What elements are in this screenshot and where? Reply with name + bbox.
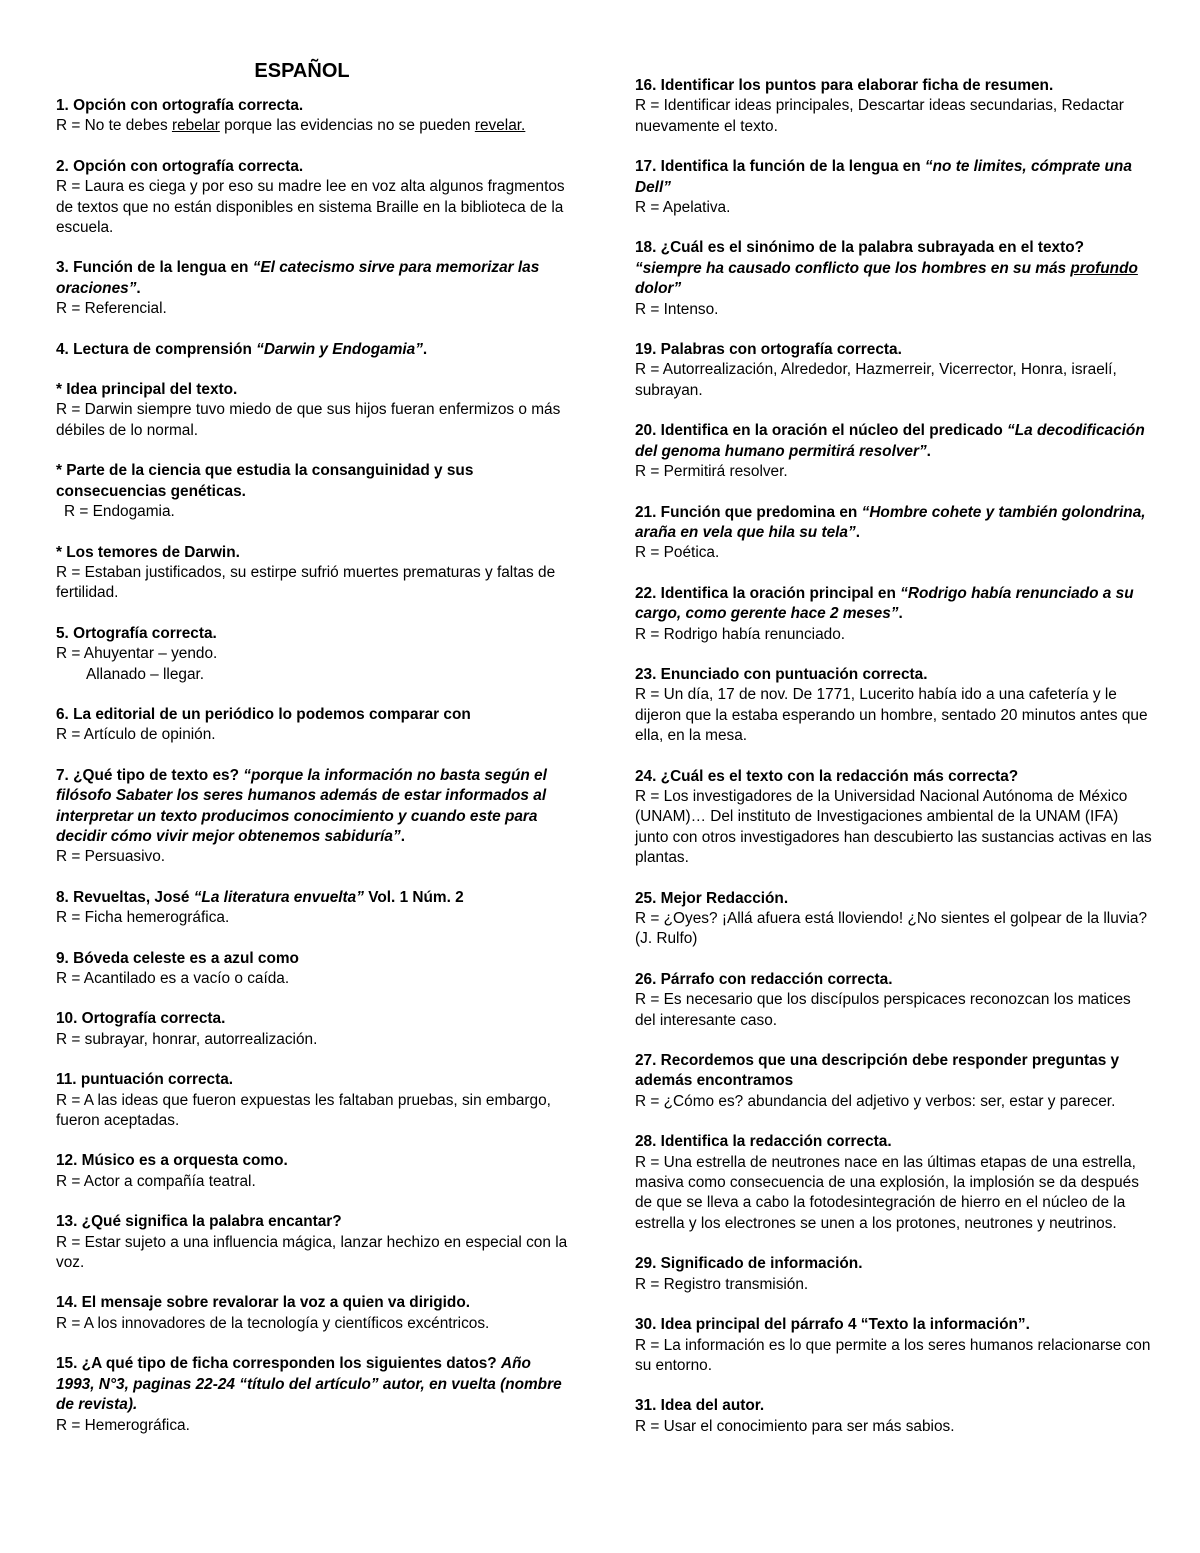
answer-text: R = ¿Cómo es? abundancia del adjetivo y verbos: ser, estar y parecer. xyxy=(635,1092,1116,1110)
question-text xyxy=(635,503,1155,544)
question-part: 4. Lectura de comprensión xyxy=(56,340,257,358)
question-text xyxy=(56,1354,568,1415)
question-24 xyxy=(635,767,1155,869)
question-2 xyxy=(56,157,568,239)
question-text xyxy=(635,157,1155,198)
quoted-text: “porque la información no basta según el filósofo Sabater los seres humanos además de estar informados al interpretar un texto producimos conocimiento y cuando este para decidir cómo vivir mejor obtenemos sabiduría” xyxy=(56,766,547,845)
underlined-word: revelar. xyxy=(474,117,526,135)
question-23 xyxy=(635,665,1155,747)
quoted-text: “Rodrigo había renunciado a su cargo, como gerente hace 2 meses” xyxy=(635,584,1134,623)
question-text: * Los temores de Darwin. xyxy=(56,543,240,561)
answer-text: R = Poética. xyxy=(635,544,720,562)
subquestion-1 xyxy=(56,380,568,441)
question-4 xyxy=(56,340,568,360)
question-text xyxy=(56,258,568,299)
answer-text: R = Autorrealización, Alrededor, Hazmerreir, Vicerrector, Honra, israelí, subrayan. xyxy=(635,361,1117,399)
question-18 xyxy=(635,238,1155,320)
left-column xyxy=(56,60,568,1456)
quoted-text: “El catecismo sirve para memorizar las oraciones” xyxy=(56,259,540,297)
question-text: 6. La editorial de un periódico lo podemos comparar con xyxy=(56,705,471,723)
answer-text: R = Apelativa. xyxy=(635,199,731,217)
question-part: 7. ¿Qué tipo de texto es? xyxy=(56,766,244,784)
quoted-text: “Hombre cohete y también golondrina, araña en vela que hila su tela” xyxy=(635,503,1146,541)
answer-text: Allanado – llegar. xyxy=(86,665,205,683)
question-text: 19. Palabras con ortografía correcta. xyxy=(635,341,902,359)
question-6 xyxy=(56,705,568,746)
answer-text: R = Intenso. xyxy=(635,300,719,318)
question-26 xyxy=(635,970,1155,1031)
answer-text: R = Permitirá resolver. xyxy=(635,463,788,481)
question-1 xyxy=(56,96,568,137)
answer-text: R = Estar sujeto a una influencia mágica, lanzar hechizo en especial con la voz. xyxy=(56,1233,568,1272)
question-part: . xyxy=(136,279,141,297)
answer-text: R = Artículo de opinión. xyxy=(56,726,216,744)
question-text xyxy=(56,766,568,848)
answer-text: R = Darwin siempre tuvo miedo de que sus hijos fueran enfermizos o más débiles de lo normal. xyxy=(56,401,561,439)
answer-text: R = subrayar, honrar, autorrealización. xyxy=(56,1030,318,1048)
answer-text: R = Los investigadores de la Universidad Nacional Autónoma de México (UNAM)… Del instituto de Investigaciones ambiental de la UNAM (IFA) junto con otros investigadores han descubierto las sustancias activas en las plantas. xyxy=(635,787,1152,867)
question-22 xyxy=(635,584,1155,645)
question-text: 25. Mejor Redacción. xyxy=(635,889,789,907)
question-part: . xyxy=(926,442,931,460)
question-17 xyxy=(635,157,1155,218)
question-12 xyxy=(56,1151,568,1192)
question-text: 23. Enunciado con puntuación correcta. xyxy=(635,665,928,683)
question-13 xyxy=(56,1212,568,1273)
subquestion-3 xyxy=(56,543,568,604)
question-10 xyxy=(56,1009,568,1050)
question-11 xyxy=(56,1070,568,1131)
question-text xyxy=(56,888,568,908)
answer-text: R = Endogamia. xyxy=(64,503,175,521)
quoted-text: Año 1993, N°3, paginas 22-24 “título del artículo” autor, en vuelta (nombre de revista). xyxy=(56,1355,562,1414)
question-part: 3. Función de la lengua en xyxy=(56,259,253,277)
answer-text: R = Un día, 17 de nov. De 1771, Lucerito había ido a una cafetería y le dijeron que la estaba esperando un hombre, sentado 20 minutos antes que ella, en la mesa. xyxy=(635,686,1148,745)
question-text: 9. Bóveda celeste es a azul como xyxy=(56,949,299,967)
question-part: . xyxy=(400,827,405,845)
question-text: 27. Recordemos que una descripción debe responder preguntas y además encontramos xyxy=(635,1052,1120,1090)
question-text xyxy=(635,584,1155,625)
answer-text: R = Una estrella de neutrones nace en las últimas etapas de una estrella, masiva como consecuencia de una explosión, la implosión se da después de que se lleva a cabo la fotodesintegración de hierro en el núcleo de la estrella y los electrones se unen a los protones, neutrones y neutrinos. xyxy=(635,1153,1139,1232)
quoted-text: “La decodificación del genoma humano permitirá resolver” xyxy=(635,422,1145,460)
answer-text: R = Referencial. xyxy=(56,300,167,318)
answer-text: R = Laura es ciega y por eso su madre lee en voz alta algunos fragmentos de textos que no están disponibles en sistema Braille en la biblioteca de la escuela. xyxy=(56,178,565,237)
question-text: * Idea principal del texto. xyxy=(56,381,238,399)
subquestion-2 xyxy=(56,461,568,522)
answer-text: R = Persuasivo. xyxy=(56,848,166,866)
question-part: . xyxy=(898,605,903,623)
question-text: 29. Significado de información. xyxy=(635,1255,863,1273)
answer-text: R = Registro transmisión. xyxy=(635,1275,809,1293)
answer-text xyxy=(56,116,568,136)
question-text: 14. El mensaje sobre revalorar la voz a quien va dirigido. xyxy=(56,1294,470,1312)
question-part: 22. Identifica la oración principal en xyxy=(635,584,901,602)
question-text: * Parte de la ciencia que estudia la consanguinidad y sus consecuencias genéticas. xyxy=(56,462,474,500)
question-3 xyxy=(56,258,568,319)
question-text: 1. Opción con ortografía correcta. xyxy=(56,97,304,114)
answer-part: porque las evidencias no se pueden xyxy=(219,117,475,135)
question-text: 5. Ortografía correcta. xyxy=(56,624,217,642)
underlined-word: profundo xyxy=(1070,259,1138,277)
page-title: ESPAÑOL xyxy=(254,60,350,82)
question-30 xyxy=(635,1315,1155,1376)
quoted-text: “La literatura envuelta” xyxy=(193,888,364,906)
question-part: . xyxy=(855,523,860,541)
answer-text: R = Usar el conocimiento para ser más sabios. xyxy=(635,1417,955,1435)
question-7 xyxy=(56,766,568,868)
answer-text: R = Acantilado es a vacío o caída. xyxy=(56,970,290,987)
question-5 xyxy=(56,624,568,685)
question-part: 20. Identifica en la oración el núcleo del predicado xyxy=(635,422,1008,440)
answer-text: R = Ficha hemerográfica. xyxy=(56,909,230,927)
answer-text: R = La información es lo que permite a los seres humanos relacionarse con su entorno. xyxy=(635,1336,1151,1374)
question-text: 11. puntuación correcta. xyxy=(56,1071,234,1089)
question-14 xyxy=(56,1293,568,1334)
answer-text: R = Estaban justificados, su estirpe sufrió muertes prematuras y faltas de fertilidad. xyxy=(56,563,556,602)
answer-part: R = No te debes xyxy=(56,117,172,135)
answer-text: R = A los innovadores de la tecnología y científicos excéntricos. xyxy=(56,1314,490,1332)
answer-text: R = Ahuyentar – yendo. xyxy=(56,645,218,663)
question-text: 2. Opción con ortografía correcta. xyxy=(56,157,304,175)
question-text: 30. Idea principal del párrafo 4 “Texto la información”. xyxy=(635,1316,1030,1334)
quoted-text: “no te limites, cómprate una Dell” xyxy=(635,158,1132,196)
question-20 xyxy=(635,421,1155,482)
answer-text: R = ¿Oyes? ¡Allá afuera está lloviendo! ¿No sientes el golpear de la lluvia? (J. Rulfo) xyxy=(635,910,1148,948)
answer-text: R = Es necesario que los discípulos perspicaces reconozcan los matices del interesante caso. xyxy=(635,991,1131,1029)
quoted-text: “Darwin y Endogamia” xyxy=(256,340,423,358)
underlined-word: rebelar xyxy=(171,117,220,135)
question-9 xyxy=(56,949,568,990)
question-text: 16. Identificar los puntos para elaborar ficha de resumen. xyxy=(635,77,1054,94)
question-part: 15. ¿A qué tipo de ficha corresponden los siguientes datos? xyxy=(56,1355,501,1373)
question-28 xyxy=(635,1132,1155,1234)
question-15 xyxy=(56,1354,568,1436)
question-text xyxy=(635,421,1155,462)
question-part: Vol. 1 Núm. 2 xyxy=(363,888,464,906)
answer-text: R = Hemerográfica. xyxy=(56,1416,190,1434)
question-text xyxy=(635,238,1155,299)
question-text: 10. Ortografía correcta. xyxy=(56,1010,226,1028)
answer-text: R = Identificar ideas principales, Descartar ideas secundarias, Redactar nuevamente el texto. xyxy=(635,97,1124,135)
question-19 xyxy=(635,340,1155,401)
question-8 xyxy=(56,888,568,929)
answer-text: R = Rodrigo había renunciado. xyxy=(635,625,846,643)
question-31 xyxy=(635,1396,1155,1437)
question-text: 28. Identifica la redacción correcta. xyxy=(635,1133,892,1151)
question-29 xyxy=(635,1254,1155,1295)
quoted-text: dolor” xyxy=(635,280,682,298)
question-25 xyxy=(635,889,1155,950)
quoted-text: “siempre ha causado conflicto que los hombres en su más xyxy=(635,259,1071,277)
question-part: 18. ¿Cuál es el sinónimo de la palabra subrayada en el texto? xyxy=(635,239,1085,257)
question-text: 12. Músico es a orquesta como. xyxy=(56,1152,288,1170)
question-text: 31. Idea del autor. xyxy=(635,1397,765,1415)
question-part: 8. Revueltas, José xyxy=(56,888,194,906)
answer-text: R = Actor a compañía teatral. xyxy=(56,1172,256,1190)
question-part: 17. Identifica la función de la lengua en xyxy=(635,158,925,176)
question-text: 26. Párrafo con redacción correcta. xyxy=(635,970,893,988)
question-text: 24. ¿Cuál es el texto con la redacción más correcta? xyxy=(635,767,1019,785)
question-text: 13. ¿Qué significa la palabra encantar? xyxy=(56,1213,342,1231)
question-part: . xyxy=(422,340,428,358)
question-16 xyxy=(635,76,1155,137)
question-21 xyxy=(635,503,1155,564)
answer-text: R = A las ideas que fueron expuestas les faltaban pruebas, sin embargo, fueron aceptadas. xyxy=(56,1091,551,1130)
question-part: 21. Función que predomina en xyxy=(635,503,862,521)
right-column xyxy=(635,76,1155,1457)
question-27 xyxy=(635,1051,1155,1112)
question-text xyxy=(56,340,568,360)
